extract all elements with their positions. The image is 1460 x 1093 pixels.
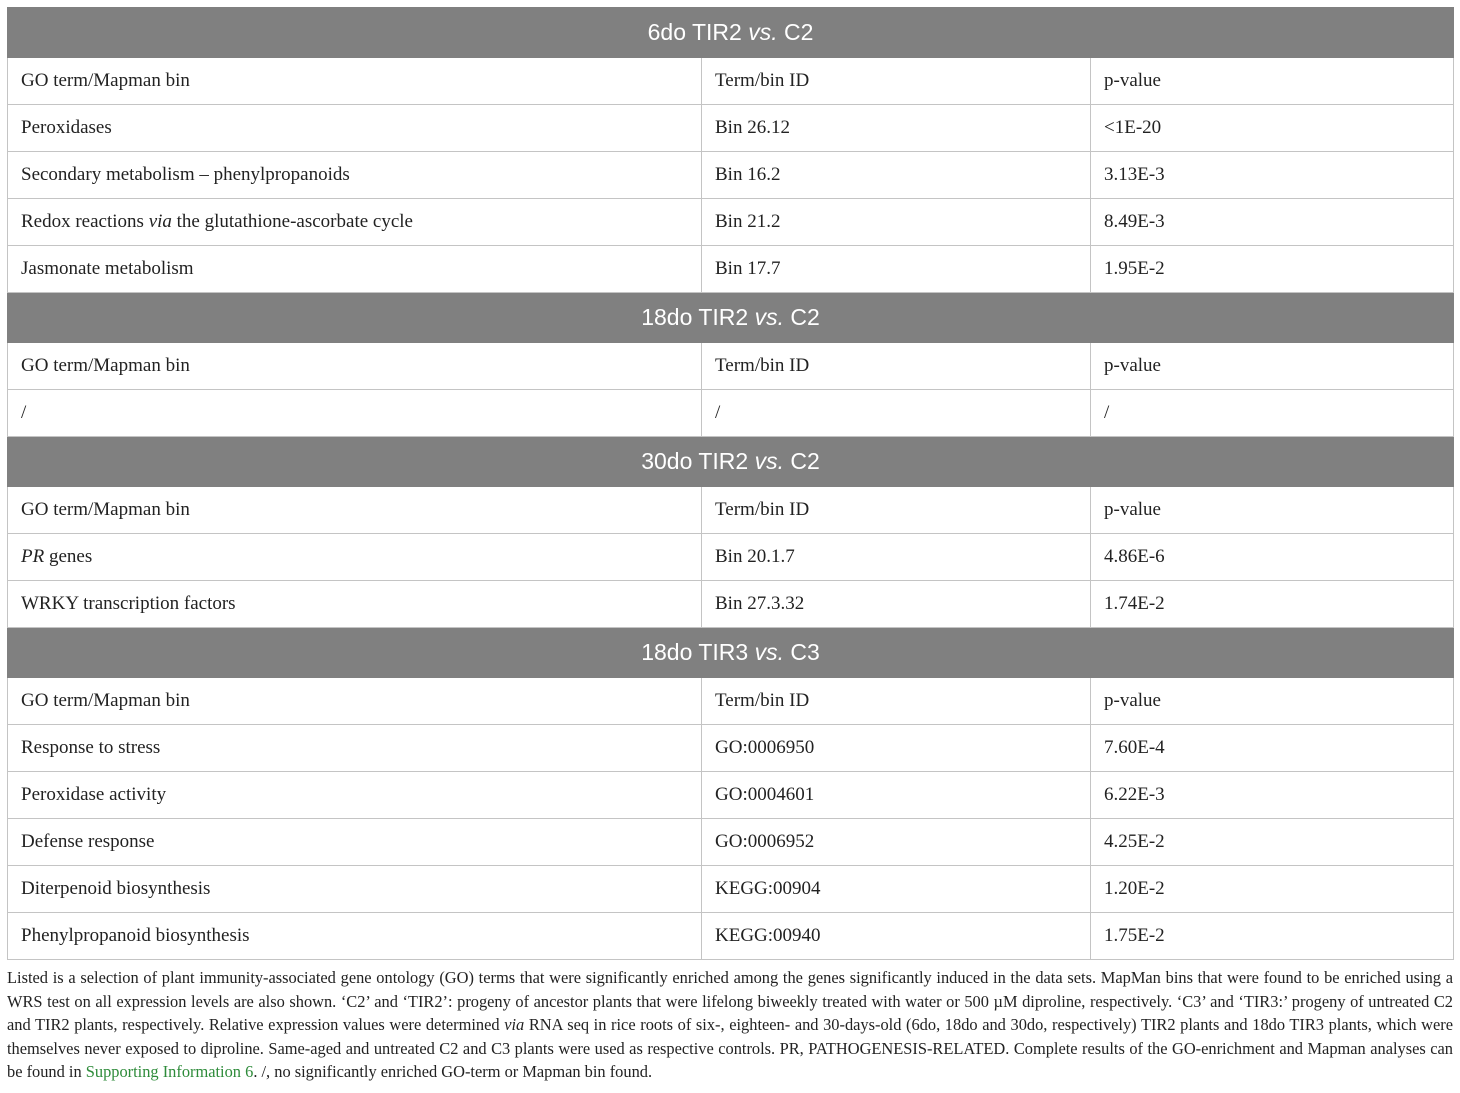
term-cell: Peroxidases xyxy=(8,105,702,152)
column-header-term: GO term/Mapman bin xyxy=(8,58,702,105)
section-title: 6do TIR2 vs. C2 xyxy=(8,8,1454,58)
id-cell: Bin 17.7 xyxy=(702,246,1091,293)
id-cell: GO:0006950 xyxy=(702,725,1091,772)
caption-via: via xyxy=(504,1015,525,1034)
section-title: 18do TIR3 vs. C3 xyxy=(8,628,1454,678)
table-row xyxy=(8,913,1454,960)
id-cell: / xyxy=(702,390,1091,437)
pvalue-cell: 7.60E-4 xyxy=(1091,725,1454,772)
column-header-pvalue: p-value xyxy=(1091,58,1454,105)
id-cell: KEGG:00940 xyxy=(702,913,1091,960)
table-row xyxy=(8,390,1454,437)
id-cell: Bin 20.1.7 xyxy=(702,534,1091,581)
column-header-row xyxy=(8,58,1454,105)
pvalue-cell: <1E-20 xyxy=(1091,105,1454,152)
column-header-pvalue: p-value xyxy=(1091,343,1454,390)
term-cell: Peroxidase activity xyxy=(8,772,702,819)
pvalue-cell: / xyxy=(1091,390,1454,437)
column-header-term: GO term/Mapman bin xyxy=(8,343,702,390)
pvalue-cell: 4.86E-6 xyxy=(1091,534,1454,581)
id-cell: GO:0006952 xyxy=(702,819,1091,866)
column-header-id: Term/bin ID xyxy=(702,343,1091,390)
table-row xyxy=(8,725,1454,772)
table-body xyxy=(8,8,1454,960)
enrichment-table xyxy=(7,7,1454,960)
term-cell: PR genes xyxy=(8,534,702,581)
column-header-row xyxy=(8,343,1454,390)
column-header-row xyxy=(8,487,1454,534)
table-caption xyxy=(7,966,1453,1084)
section-header-row xyxy=(8,628,1454,678)
caption-text-3: . /, no significantly enriched GO-term or Mapman bin found. xyxy=(253,1062,653,1081)
id-cell: Bin 21.2 xyxy=(702,199,1091,246)
supporting-information-link[interactable]: Supporting Information 6 xyxy=(85,1062,254,1081)
id-cell: GO:0004601 xyxy=(702,772,1091,819)
column-header-id: Term/bin ID xyxy=(702,58,1091,105)
term-cell: Redox reactions via the glutathione-ascorbate cycle xyxy=(8,199,702,246)
column-header-pvalue: p-value xyxy=(1091,487,1454,534)
pvalue-cell: 1.95E-2 xyxy=(1091,246,1454,293)
pvalue-cell: 1.75E-2 xyxy=(1091,913,1454,960)
term-cell: Jasmonate metabolism xyxy=(8,246,702,293)
caption-text-1: Listed is a selection of plant immunity-associated gene ontology (GO) terms that were significantly enriched among the genes significantly induced in the data sets. MapMan bins that were found to be enriched using a WRS test on all expression levels are also shown. ‘C2’ and ‘TIR2’: progeny of ancestor plants that were lifelong biweekly treated with water or 500 µM diproline, respectively. ‘C3’ and ‘TIR3:’ progeny of untreated C2 and TIR2 plants, respectively. Relative expression values were determined xyxy=(7,968,1453,1034)
table-row xyxy=(8,581,1454,628)
id-cell: KEGG:00904 xyxy=(702,866,1091,913)
caption-text-2: RNA seq in rice roots of six-, eighteen- and 30-days-old (6do, 18do and 30do, respectively) TIR2 plants and 18do TIR3 plants, which were themselves never exposed to diproline. Same-aged and untreated C2 and C3 plants were used as respective controls. PR, PATHOGENESIS-RELATED. Complete results of the GO-enrichment and Mapman analyses can be found in xyxy=(7,1015,1453,1081)
pvalue-cell: 8.49E-3 xyxy=(1091,199,1454,246)
table-row xyxy=(8,772,1454,819)
column-header-pvalue: p-value xyxy=(1091,678,1454,725)
id-cell: Bin 26.12 xyxy=(702,105,1091,152)
term-cell: Secondary metabolism – phenylpropanoids xyxy=(8,152,702,199)
table-row xyxy=(8,105,1454,152)
table-row xyxy=(8,866,1454,913)
id-cell: Bin 16.2 xyxy=(702,152,1091,199)
document xyxy=(7,7,1453,1084)
table-row xyxy=(8,152,1454,199)
term-cell: / xyxy=(8,390,702,437)
id-cell: Bin 27.3.32 xyxy=(702,581,1091,628)
table-row xyxy=(8,534,1454,581)
term-cell: Phenylpropanoid biosynthesis xyxy=(8,913,702,960)
column-header-id: Term/bin ID xyxy=(702,678,1091,725)
table-row xyxy=(8,199,1454,246)
table-row xyxy=(8,246,1454,293)
section-header-row xyxy=(8,293,1454,343)
term-cell: Response to stress xyxy=(8,725,702,772)
section-header-row xyxy=(8,437,1454,487)
pvalue-cell: 4.25E-2 xyxy=(1091,819,1454,866)
column-header-term: GO term/Mapman bin xyxy=(8,487,702,534)
section-title: 18do TIR2 vs. C2 xyxy=(8,293,1454,343)
table-row xyxy=(8,819,1454,866)
pvalue-cell: 1.20E-2 xyxy=(1091,866,1454,913)
column-header-row xyxy=(8,678,1454,725)
term-cell: Diterpenoid biosynthesis xyxy=(8,866,702,913)
column-header-term: GO term/Mapman bin xyxy=(8,678,702,725)
term-cell: WRKY transcription factors xyxy=(8,581,702,628)
column-header-id: Term/bin ID xyxy=(702,487,1091,534)
section-header-row xyxy=(8,8,1454,58)
pvalue-cell: 1.74E-2 xyxy=(1091,581,1454,628)
pvalue-cell: 6.22E-3 xyxy=(1091,772,1454,819)
pvalue-cell: 3.13E-3 xyxy=(1091,152,1454,199)
section-title: 30do TIR2 vs. C2 xyxy=(8,437,1454,487)
term-cell: Defense response xyxy=(8,819,702,866)
